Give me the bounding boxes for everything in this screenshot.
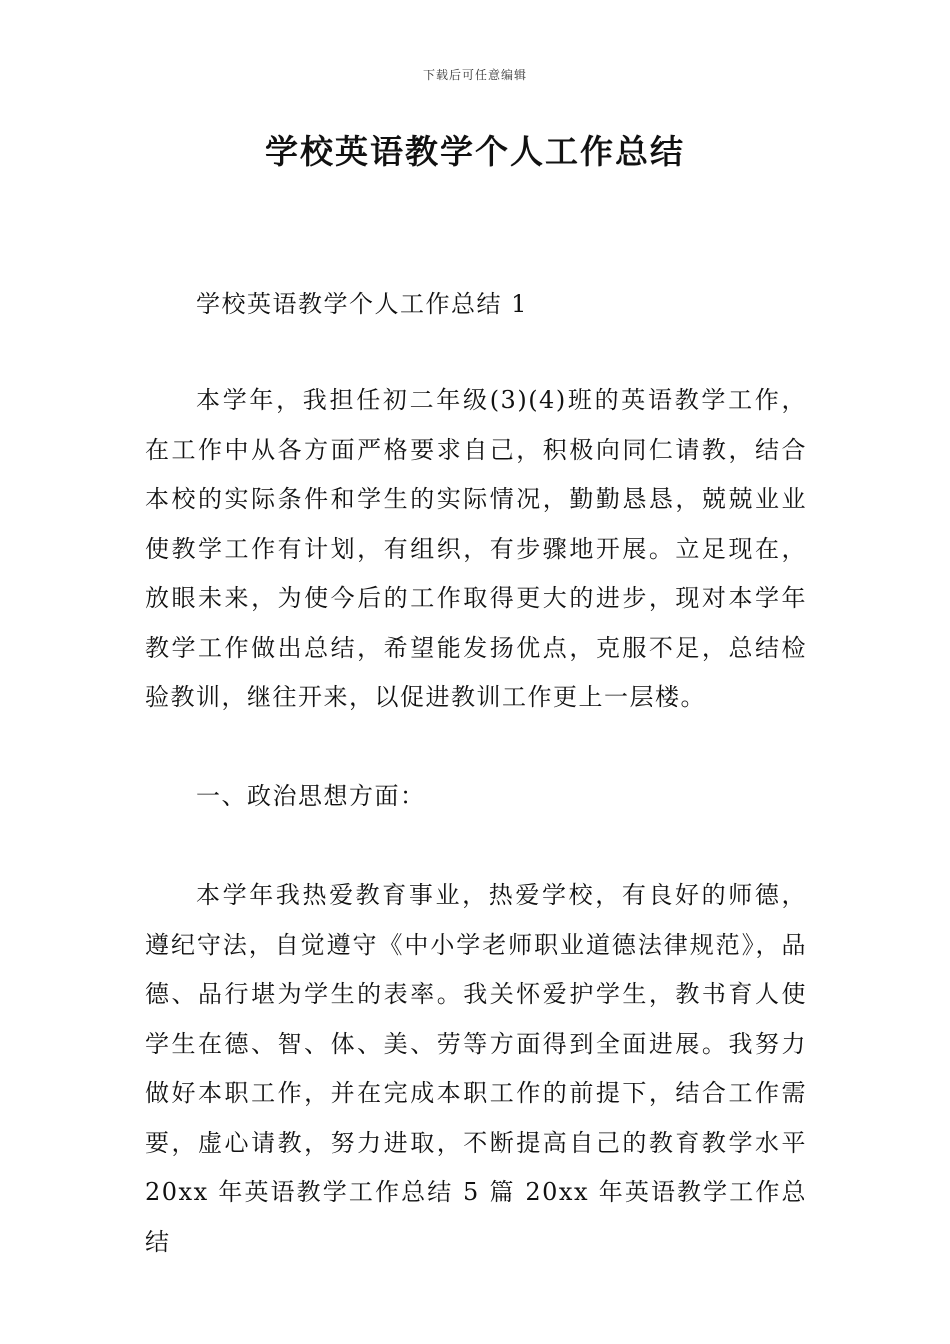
- header-note: 下载后可任意编辑: [422, 68, 527, 82]
- document-title: 学校英语教学个人工作总结: [265, 132, 685, 171]
- paragraph-intro: 本学年，我担任初二年级(3)(4)班的英语教学工作，在工作中从各方面严格要求自己，积极向同仁请教，结合本校的实际条件和学生的实际情况，勤勤恳恳，兢兢业业使教学工作有计划，有组织，有步骤地开展。立足现在，放眼未来，为使今后的工作取得更大的进步，现对本学年教学工作做出总结，希望能发扬优点，克服不足，总结检验教训，继往开来，以促进教训工作更上一层楼。: [145, 386, 807, 711]
- paragraph-politics: 本学年我热爱教育事业，热爱学校，有良好的师德，遵纪守法，自觉遵守《中小学老师职业道德法律规范》，品德、品行堪为学生的表率。我关怀爱护学生，教书育人使学生在德、智、体、美、劳等方面得到全面进展。我努力做好本职工作，并在完成本职工作的前提下，结合工作需要，虚心请教，努力进取，不断提高自己的教育教学水平 20xx 年英语教学工作总结 5 篇 20xx 年英语教学工作总结: [145, 881, 807, 1256]
- subtitle: 学校英语教学个人工作总结 1: [196, 290, 528, 318]
- section-heading-politics: 一、政治思想方面：: [196, 782, 426, 810]
